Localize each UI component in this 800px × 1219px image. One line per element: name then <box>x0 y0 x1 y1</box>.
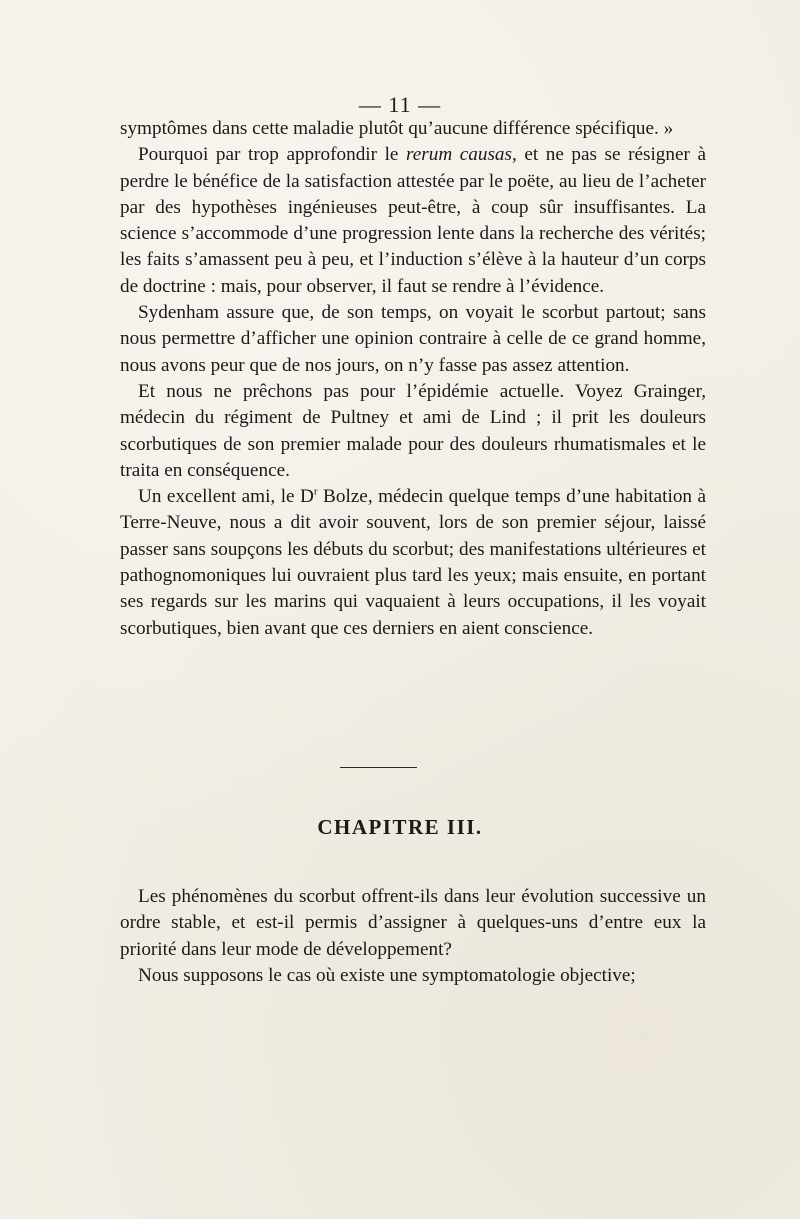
chapter-title: CHAPITRE III. <box>317 815 483 839</box>
paragraph <box>120 884 706 963</box>
text-run: Et nous ne prêchons pas pour l’épidémie actuelle. Voyez Grainger, médecin du régiment de Pultney et ami de Lind ; il prit les douleurs scorbutiques de son premier malade pour des douleurs rhumatismales et le traita en conséquence. <box>120 380 706 481</box>
text-run: Nous supposons le cas où existe une symptomatologie objective; <box>138 964 636 986</box>
text-run: symptômes dans cette maladie plutôt qu’aucune différence spécifique. » <box>120 118 674 139</box>
body-text-bottom <box>120 884 706 989</box>
text-run: Pourquoi par trop approfondir le <box>138 144 406 166</box>
paragraph <box>120 963 706 989</box>
text-run: et ne pas se résigner à perdre le bénéfice de la satisfaction attestée par le poëte, au lieu de l’acheter par des hypothèses ingénieuses peut-être, à coup sûr insuffisantes. La science s’accommode d’une progression lente dans la recherche des vérités; les faits s’amassent peu à peu, et l’induction s’élève à la hauteur d’un corps de doctrine : mais, pour observer, il faut se rendre à l’évidence. <box>120 144 706 297</box>
paragraph <box>120 116 706 142</box>
text-run: Un excellent ami, le D <box>138 486 314 508</box>
paragraph <box>120 379 706 484</box>
paragraph <box>120 142 706 300</box>
text-run: Les phénomènes du scorbut offrent-ils dans leur évolution successive un ordre stable, et est-il permis d’assigner à quelques-uns d’entre eux la priorité dans leur mode de développement? <box>120 886 706 960</box>
text-run: Sydenham assure que, de son temps, on voyait le scorbut partout; sans nous permettre d’afficher une opinion contraire à celle de ce grand homme, nous avons peur que de nos jours, on n’y fasse pas assez attention. <box>120 302 706 376</box>
text-run: Bolze, médecin quelque temps d’une habitation à Terre-Neuve, nous a dit avoir souvent, lors de son premier séjour, laissé passer sans soupçons les débuts du scorbut; des manifestations ultérieures et pathognomoniques lui ouvraient plus tard les yeux; mais ensuite, en portant ses regards sur les marins qui vaquaient à leurs occupations, il les voyait scorbutiques, bien avant que ces derniers en aient conscience. <box>120 486 706 639</box>
paragraph <box>120 300 706 379</box>
section-divider <box>340 767 417 768</box>
page-number: — 11 — <box>358 92 442 117</box>
superscript: r <box>313 485 318 498</box>
paragraph <box>120 484 706 642</box>
italic-phrase: rerum causas, <box>406 144 517 166</box>
body-text-top <box>120 116 706 642</box>
